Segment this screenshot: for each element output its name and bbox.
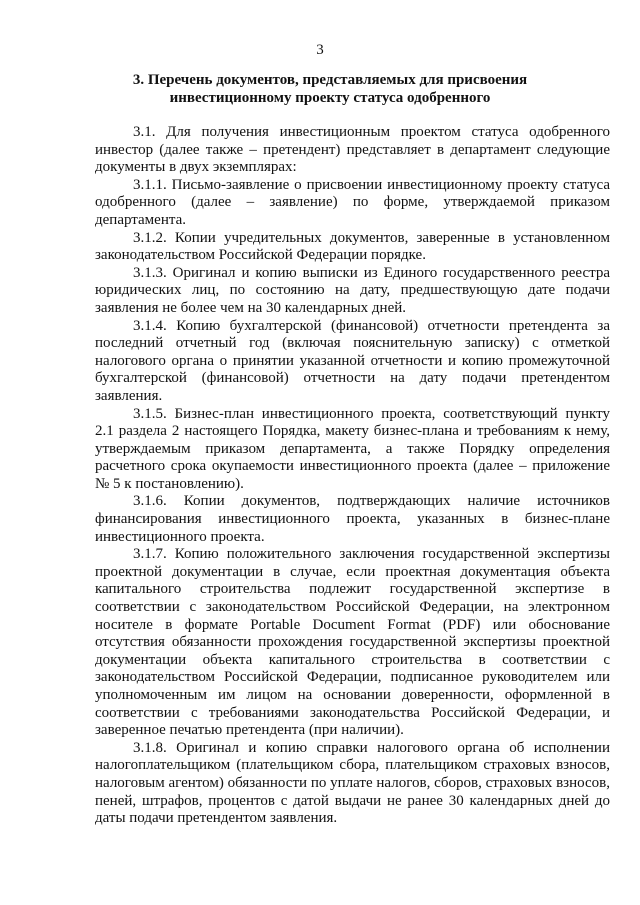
paragraph-3-1: 3.1. Для получения инвестиционным проектом статуса одобренного инвестор (далее также – претендент) представляет в департамент следующие документы в двух экземплярах: [95,124,610,176]
section-heading [130,71,530,107]
paragraph-3-1-5: 3.1.5. Бизнес-план инвестиционного проекта, соответствующий пункту 2.1 раздела 2 настоящего Порядка, макету бизнес-плана и требованиям к нему, утверждаемым приказом департамента, а также Порядку определения расчетного срока окупаемости инвестиционного проекта (далее – приложение № 5 к постановлению). [95,405,610,492]
section-heading-line-1: 3. Перечень документов, представляемых для присвоения [132,72,528,88]
paragraph-3-1-1: 3.1.1. Письмо-заявление о присвоении инвестиционному проекту статуса одобренного (далее – заявление) по форме, утверждаемой приказом департамента. [95,176,610,228]
paragraph-3-1-7: 3.1.7. Копию положительного заключения государственной экспертизы проектной документации в случае, если проектная документация объекта капитального строительства подлежит государственной экспертизе в соответствии с законодательством Российской Федерации, на электронном носителе в формате Portable Document Format (PDF) или обоснование отсутствия обязанности прохождения государственной экспертизы проектной документации объекта капитального строительства в соответствии с законодательством Российской Федерации, подписанное руководителем или уполномоченным им лицом на основании доверенности, оформленной в соответствии с требованиями законодательства Российской Федерации, и заверенное печатью претендента (при наличии). [95,546,610,739]
section-heading-line-2: инвестиционному проекту статуса одобренного [169,90,491,106]
paragraph-3-1-8: 3.1.8. Оригинал и копию справки налогового органа об исполнении налогоплательщиком (плательщиком сбора, плательщиком страховых взносов, налоговым агентом) обязанности по уплате налогов, сборов, страховых взносов, пеней, штрафов, процентов с датой выдачи не ранее 30 календарных дней до даты подачи претендентом заявления. [95,739,610,827]
paragraph-3-1-6: 3.1.6. Копии документов, подтверждающих наличие источников финансирования инвестиционного проекта, указанных в бизнес-плане инвестиционного проекта. [95,493,610,545]
document-body [95,124,610,828]
page-number: 3 [316,42,324,58]
paragraph-3-1-4: 3.1.4. Копию бухгалтерской (финансовой) отчетности претендента за последний отчетный год (включая пояснительную записку) с отметкой налогового органа о принятии указанной отчетности и копию промежуточной бухгалтерской (финансовой) отчетности на дату подачи претендентом заявления. [95,317,610,404]
paragraph-3-1-3: 3.1.3. Оригинал и копию выписки из Единого государственного реестра юридических лиц, по состоянию на дату, предшествующую дате подачи заявления не более чем на 30 календарных дней. [95,264,610,316]
paragraph-3-1-2: 3.1.2. Копии учредительных документов, заверенные в установленном законодательством Российской Федерации порядке. [95,229,610,264]
